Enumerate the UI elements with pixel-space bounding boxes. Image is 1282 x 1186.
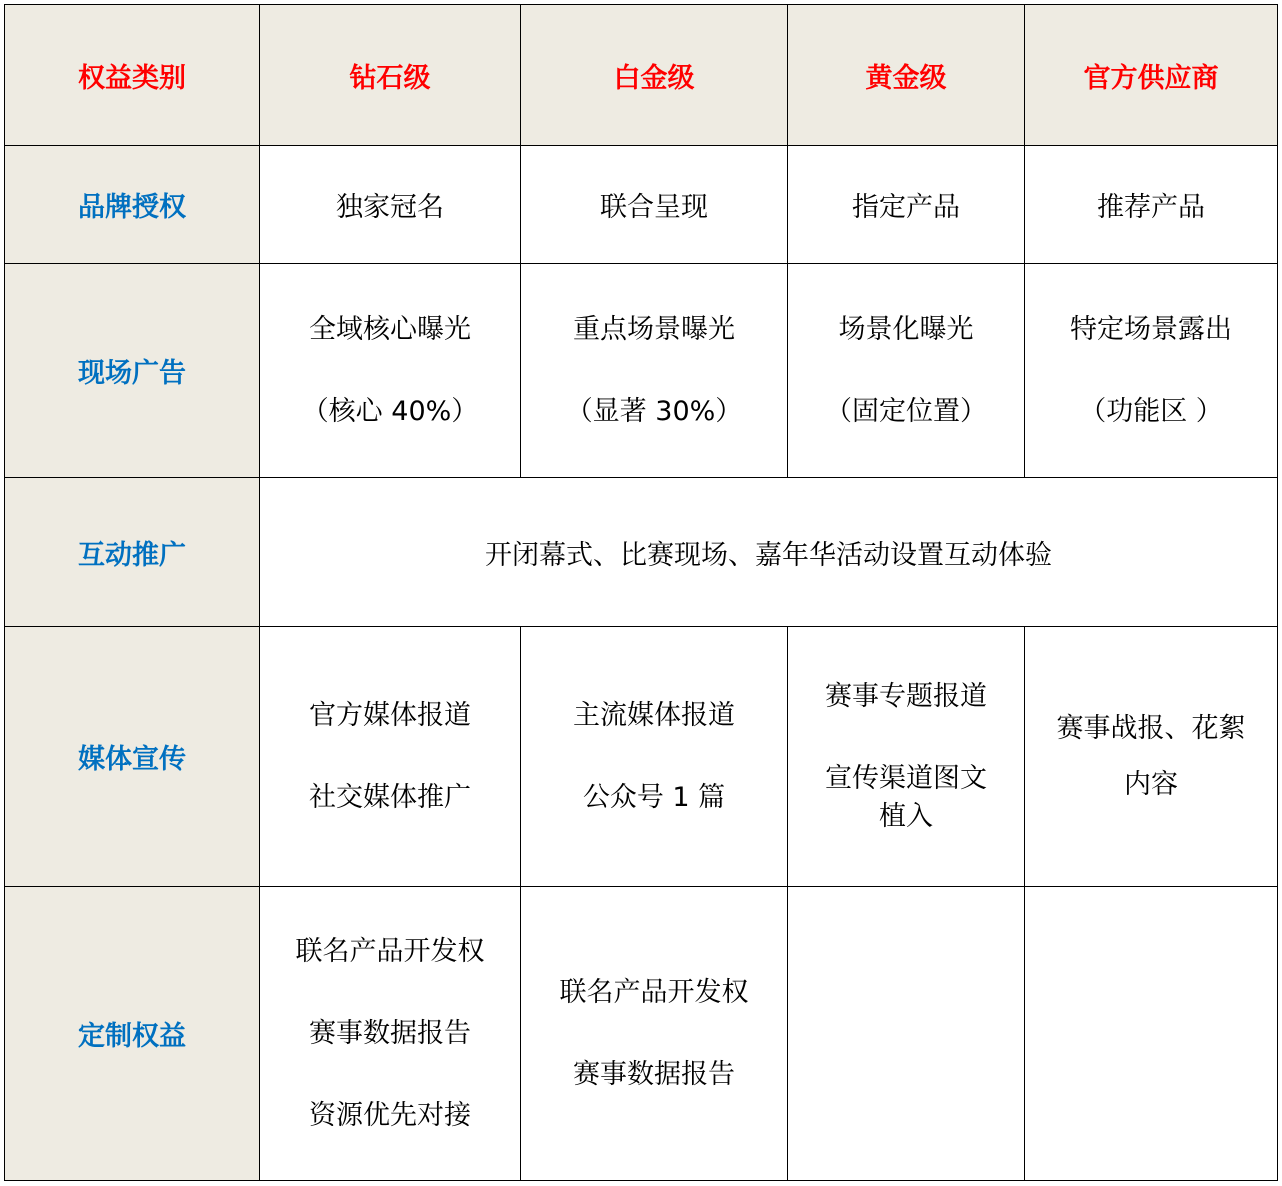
cell-brand-diamond: 独家冠名	[260, 146, 521, 264]
cell-media-supplier	[1025, 627, 1278, 887]
cell-line: 联名产品开发权	[559, 976, 749, 1008]
cell-brand-gold: 指定产品	[788, 146, 1025, 264]
table-row-onsite	[5, 264, 1278, 478]
row-label-onsite: 现场广告	[5, 264, 260, 478]
header-supplier: 官方供应商	[1025, 5, 1278, 146]
cell-onsite-platinum	[521, 264, 788, 478]
table-row-media	[5, 627, 1278, 887]
sponsorship-benefits-table	[4, 4, 1278, 1181]
cell-line: 赛事数据报告	[573, 1058, 735, 1090]
cell-line: （显著 30%）	[565, 395, 743, 427]
cell-media-platinum	[521, 627, 788, 887]
header-diamond: 钻石级	[260, 5, 521, 146]
table-row-interactive	[5, 478, 1278, 627]
cell-line: （功能区 ）	[1079, 395, 1223, 427]
cell-custom-diamond	[260, 887, 521, 1181]
cell-line: 重点场景曝光	[573, 313, 735, 345]
cell-line: 赛事战报、花絮	[1056, 712, 1246, 744]
cell-brand-platinum: 联合呈现	[521, 146, 788, 264]
cell-custom-platinum	[521, 887, 788, 1181]
cell-media-gold	[788, 627, 1025, 887]
row-label-brand: 品牌授权	[5, 146, 260, 264]
cell-line: （固定位置）	[825, 395, 987, 427]
cell-custom-gold	[788, 887, 1025, 1181]
cell-media-diamond	[260, 627, 521, 887]
cell-interactive-all: 开闭幕式、比赛现场、嘉年华活动设置互动体验	[260, 478, 1278, 627]
header-gold: 黄金级	[788, 5, 1025, 146]
table-row-custom	[5, 887, 1278, 1181]
row-label-media: 媒体宣传	[5, 627, 260, 887]
cell-line: 官方媒体报道	[309, 699, 471, 731]
header-category: 权益类别	[5, 5, 260, 146]
cell-line: 公众号 1 篇	[582, 781, 726, 813]
header-platinum: 白金级	[521, 5, 788, 146]
cell-onsite-supplier	[1025, 264, 1278, 478]
cell-custom-supplier	[1025, 887, 1278, 1181]
cell-line: 宣传渠道图文	[825, 762, 987, 794]
row-label-interactive: 互动推广	[5, 478, 260, 627]
cell-onsite-gold	[788, 264, 1025, 478]
cell-line: 主流媒体报道	[573, 699, 735, 731]
cell-line: 联名产品开发权	[295, 935, 485, 967]
cell-line: 赛事数据报告	[309, 1017, 471, 1049]
header-row	[5, 5, 1278, 146]
cell-line: 社交媒体推广	[309, 781, 471, 813]
cell-line: 场景化曝光	[838, 313, 974, 345]
cell-line: 植入	[879, 800, 933, 832]
row-label-custom: 定制权益	[5, 887, 260, 1181]
cell-line: 全域核心曝光	[309, 313, 471, 345]
cell-line: 内容	[1124, 768, 1178, 800]
cell-line: （核心 40%）	[301, 395, 479, 427]
table-row-brand	[5, 146, 1278, 264]
cell-line: 资源优先对接	[309, 1099, 471, 1131]
cell-onsite-diamond	[260, 264, 521, 478]
cell-line: 赛事专题报道	[825, 680, 987, 712]
cell-brand-supplier: 推荐产品	[1025, 146, 1278, 264]
cell-line: 特定场景露出	[1070, 313, 1232, 345]
